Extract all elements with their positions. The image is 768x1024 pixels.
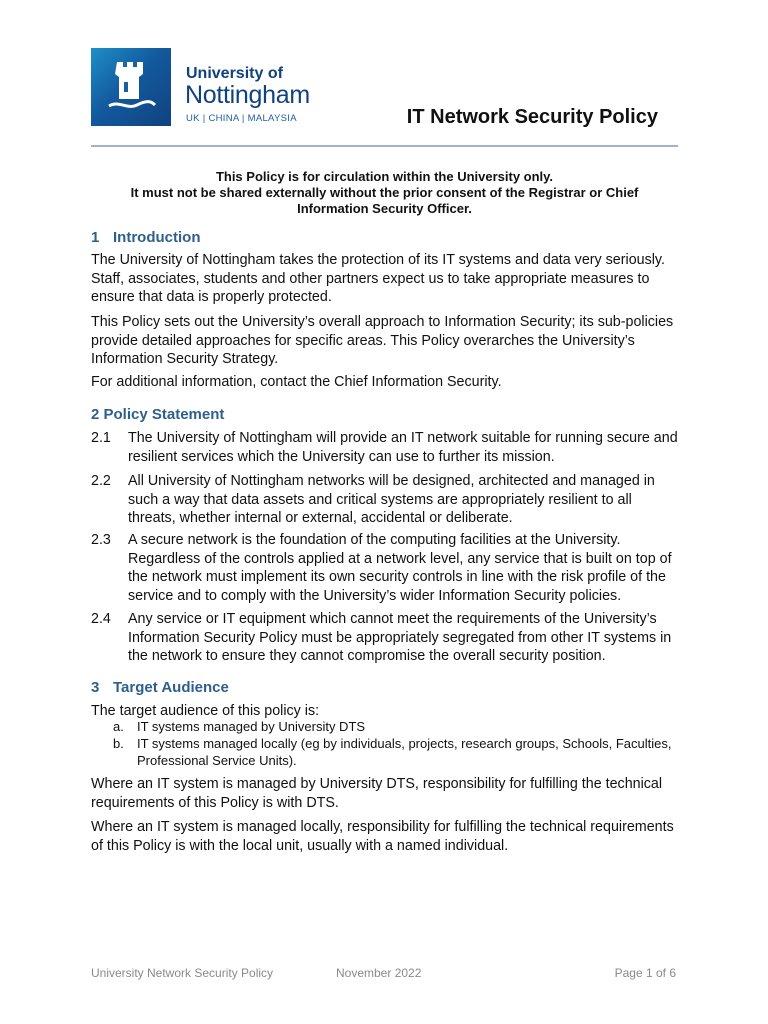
- document-title: IT Network Security Policy: [406, 106, 658, 128]
- university-logo: University of Nottingham UK | CHINA | MALAYSIA: [91, 48, 311, 126]
- section-heading-target-audience: 3 Target Audience: [91, 679, 229, 696]
- footer-page-number: Page 1 of 6: [614, 966, 676, 980]
- policy-item: 2.2 All University of Nottingham networks will be designed, architected and managed in such a way that data assets and critical systems are appropriately resilient to all threats, whether internal or external, accidental or deliberate.: [91, 473, 655, 526]
- paragraph: Where an IT system is managed by University DTS, responsibility for fulfilling the technical requirements of this Policy is with DTS.: [91, 776, 663, 811]
- circulation-notice: This Policy is for circulation within the University only. It must not be shared externally without the prior consent of the Registrar or Chief Information Security Officer.: [130, 169, 639, 216]
- list-item: a. IT systems managed by University DTS: [113, 719, 366, 734]
- section-heading-introduction: 1 Introduction: [91, 229, 201, 246]
- paragraph: This Policy sets out the University’s overall approach to Information Security; its sub-policies provide detailed approaches for specific areas. This Policy overarches the University’s Information Security Strategy.: [91, 314, 674, 367]
- paragraph: For additional information, contact the Chief Information Security.: [91, 374, 502, 390]
- policy-item: 2.1 The University of Nottingham will provide an IT network suitable for running secure and resilient services which the University can use to further its mission.: [91, 430, 678, 465]
- footer-document-name: University Network Security Policy: [91, 966, 274, 980]
- footer-date: November 2022: [336, 966, 422, 980]
- list-item: b. IT systems managed locally (eg by individuals, projects, research groups, Schools, Faculties, Professional Service Units).: [113, 736, 672, 768]
- castle-crest-icon: [91, 48, 171, 126]
- paragraph: The University of Nottingham takes the protection of its IT systems and data very seriously. Staff, associates, students and other partners expect us to take appropriate measures to ensure that data is properly protected.: [91, 252, 665, 305]
- paragraph: Where an IT system is managed locally, responsibility for fulfilling the technical requirements of this Policy is with the local unit, usually with a named individual.: [91, 819, 674, 854]
- header-divider: [91, 145, 678, 147]
- section-heading-policy-statement: 2 Policy Statement: [91, 406, 225, 423]
- policy-item: 2.3 A secure network is the foundation of the computing facilities at the University. Regardless of the controls applied at a network level, any service that is built on top of the network must implement its own security controls in line with the risk profile of the service and to comply with the University’s wider Information Security policies.: [91, 532, 672, 604]
- paragraph: The target audience of this policy is:: [91, 703, 320, 719]
- policy-item: 2.4 Any service or IT equipment which cannot meet the requirements of the University’s Information Security Policy must be appropriately segregated from other IT systems in the network to ensure they cannot compromise the overall security position.: [91, 611, 672, 664]
